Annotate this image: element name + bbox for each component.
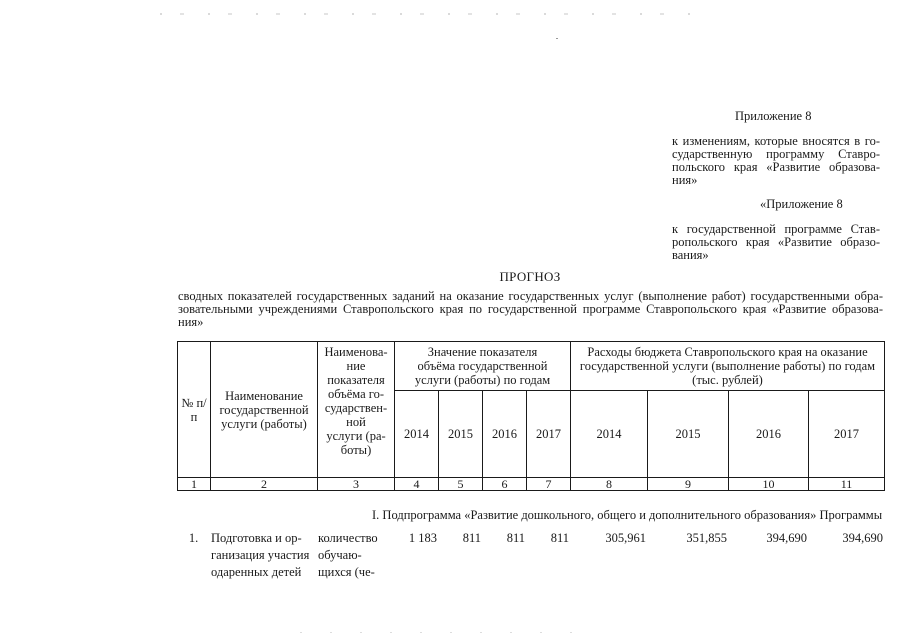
forecast-table-header (177, 341, 885, 491)
header-year-volume: 2017 (527, 391, 571, 478)
appendix-subtitle-line: ния» (672, 173, 698, 187)
row-expense-2017: 394,690 (842, 531, 883, 545)
appendix-subtitle (672, 135, 880, 187)
header-year-budget: 2017 (809, 391, 885, 478)
intro-line: ния» (178, 315, 204, 329)
row-indicator-line: обучаю- (318, 548, 362, 562)
appendix-subtitle-2 (672, 223, 880, 262)
table-row (177, 530, 884, 581)
header-no: № п/п (178, 342, 211, 478)
row-indicator (317, 530, 394, 581)
column-number: 9 (648, 478, 729, 491)
header-year-volume: 2015 (439, 391, 483, 478)
appendix-subtitle-line: вания» (672, 248, 709, 262)
header-indicator-line: ние (346, 359, 366, 373)
header-budget-line: (тыс. рублей) (692, 373, 763, 387)
forecast-table-body (177, 530, 884, 581)
row-volume-2015: 811 (462, 531, 481, 545)
header-budget-group (571, 342, 885, 391)
column-number: 4 (395, 478, 439, 491)
header-indicator-line: Наименова- (324, 345, 388, 359)
header-indicator (318, 342, 395, 478)
scan-noise-top (160, 13, 700, 15)
appendix-title: Приложение 8 (735, 109, 812, 123)
row-service-name-line: одаренных детей (211, 565, 302, 579)
header-volume-line: Значение показателя (427, 345, 538, 359)
row-indicator-line: щихся (че- (318, 565, 375, 579)
column-number: 5 (439, 478, 483, 491)
header-indicator-line: ной (346, 415, 366, 429)
header-service-name: Наименование государственной услуги (работы) (211, 342, 318, 478)
intro-line: сводных показателей государственных заданий на оказание государственных услуг (выполнение работ) государственными обра- (178, 289, 883, 303)
header-volume-line: услуги (работы) по годам (414, 373, 551, 387)
header-indicator-line: услуги (ра- (326, 429, 386, 443)
header-indicator-line: объёма го- (327, 387, 385, 401)
row-volume-2014: 1 183 (408, 531, 437, 545)
row-no: 1. (188, 531, 199, 545)
header-volume-line: объёма государственной (417, 359, 548, 373)
row-expense-2015: 351,855 (686, 531, 727, 545)
header-year-budget: 2014 (571, 391, 648, 478)
header-volume-group (395, 342, 571, 391)
header-indicator-line: показателя (327, 373, 385, 387)
row-volume-2017: 811 (550, 531, 569, 545)
column-number: 7 (527, 478, 571, 491)
column-number: 6 (483, 478, 527, 491)
row-indicator-line: количество (318, 531, 378, 545)
column-number: 8 (571, 478, 648, 491)
appendix-title-quoted: «Приложение 8 (760, 197, 843, 211)
section-title: I. Подпрограмма «Развитие дошкольного, общего и дополнительного образования» Программы (372, 508, 883, 522)
column-number: 2 (211, 478, 318, 491)
row-service-name-line: ганизация участия (211, 548, 310, 562)
header-year-budget: 2016 (729, 391, 809, 478)
row-service-name-line: Подготовка и ор- (211, 531, 302, 545)
document-intro (178, 290, 883, 329)
column-number: 1 (178, 478, 211, 491)
appendix-subtitle-line: к изменениям, которые вносятся в го- (672, 134, 880, 148)
appendix-subtitle-line: польского края «Развитие образова- (672, 160, 880, 174)
appendix-subtitle-line: сударственную программу Ставро- (672, 147, 880, 161)
header-indicator-line: сударствен- (324, 401, 388, 415)
header-year-volume: 2016 (483, 391, 527, 478)
header-budget-line: государственной услуги (выполнение работы) по годам (579, 359, 876, 373)
document-heading: ПРОГНОЗ (499, 269, 561, 284)
row-volume-2016: 811 (506, 531, 525, 545)
column-number: 11 (809, 478, 885, 491)
row-expense-2016: 394,690 (766, 531, 807, 545)
header-year-volume: 2014 (395, 391, 439, 478)
intro-line: зовательными учреждениями Ставропольского края по государственной программе Ставропольского края «Развитие образова- (178, 302, 883, 316)
header-indicator-line: боты) (340, 443, 372, 457)
column-number: 3 (318, 478, 395, 491)
row-service-name (210, 530, 317, 581)
header-year-budget: 2015 (648, 391, 729, 478)
row-expense-2014: 305,961 (605, 531, 646, 545)
column-number: 10 (729, 478, 809, 491)
scan-speck (556, 38, 558, 39)
appendix-subtitle-line: ропольского края «Развитие образо- (672, 235, 880, 249)
scan-noise-bottom (300, 632, 580, 633)
header-budget-line: Расходы бюджета Ставропольского края на оказание (587, 345, 868, 359)
appendix-subtitle-line: к государственной программе Став- (672, 222, 880, 236)
